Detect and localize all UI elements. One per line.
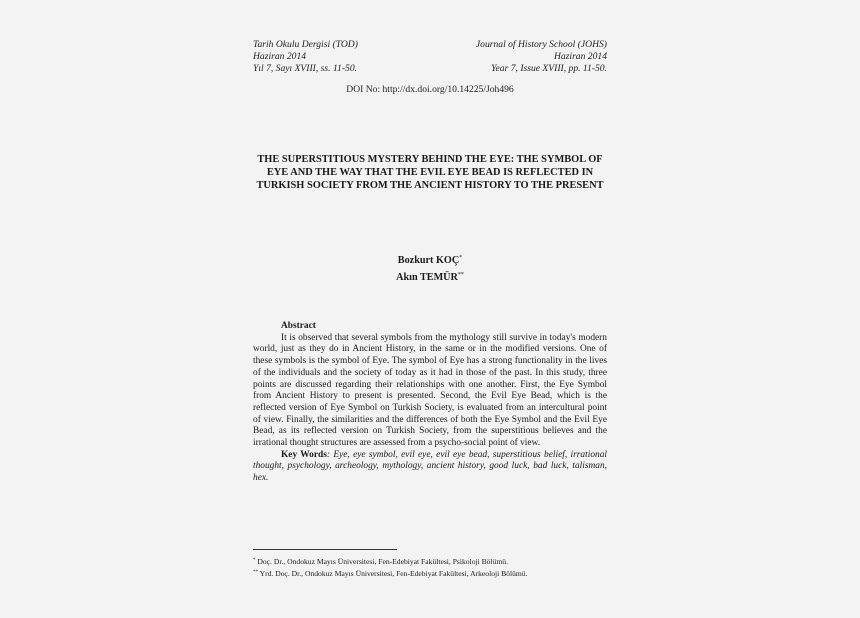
journal-header-left — [253, 39, 358, 75]
doi-line: DOI No: http://dx.doi.org/10.14225/Joh496 — [346, 84, 514, 95]
journal-name-tr: Tarih Okulu Dergisi (TOD) — [253, 39, 358, 50]
journal-header-right — [476, 39, 607, 75]
footnote-1-mark: * — [253, 558, 256, 563]
footnote-2-text: Yrd. Doç. Dr., Ondokuz Mayıs Üniversitesi, Fen-Edebiyat Fakültesi, Arkeoloji Bölümü. — [258, 568, 528, 578]
article-title: THE SUPERSTITIOUS MYSTERY BEHIND THE EYE: THE SYMBOL OF EYE AND THE WAY THAT THE EVIL EYE BEAD IS REFLECTED IN TURKISH SOCIETY FROM THE ANCIENT HISTORY TO THE PRESENT — [256, 154, 604, 192]
author-2-name: Akın TEMÜR — [396, 272, 458, 283]
keywords-list: : Eye, eye symbol, evil eye, evil eye bead, superstitious belief, irrational thought, psychology, archeology, mythology, ancient history, good luck, bad luck, talisman, hex. — [253, 449, 607, 484]
keywords-label: Key Words — [281, 449, 327, 460]
footnote-divider — [253, 549, 397, 550]
footnotes — [253, 556, 607, 579]
footnote-1 — [253, 556, 607, 568]
issue-date-en: Haziran 2014 — [553, 51, 607, 62]
abstract-body: It is observed that several symbols from the mythology still survive in today's modern world, just as they do in Ancient History, in the same or in the modified versions. One of these symbols is the symbol of Eye. The symbol of Eye has a strong functionality in the lives of the individuals and the society of today as it had in those of the past. In this study, three points are discussed regarding their relationships with one another. First, the Eye Symbol from Ancient History to present is presented. Second, the Evil Eye Bead, which is the reflected version of Eye Symbol on Turkish Society, is evaluated from an intercultural point of view. Finally, the similarities and the differences of both the Eye Symbol and the Evil Eye Bead, as its reflected version on Turkish Society, from the superstitious believes and the irrational thought structures are assessed from a psycho-social point of view. — [253, 332, 607, 449]
author-1 — [0, 251, 860, 268]
author-1-name: Bozkurt KOÇ — [397, 255, 460, 266]
journal-name-en: Journal of History School (JOHS) — [475, 39, 607, 50]
volume-info-tr: Yıl 7, Sayı XVIII, ss. 11-50. — [253, 63, 358, 74]
author-1-footnote-mark: * — [459, 255, 463, 261]
issue-date-tr: Haziran 2014 — [253, 51, 307, 62]
author-2-footnote-mark: ** — [457, 272, 464, 278]
abstract-heading: Abstract — [281, 321, 316, 331]
footnote-2 — [253, 568, 607, 580]
author-list — [0, 251, 860, 285]
volume-info-en: Year 7, Issue XVIII, pp. 11-50. — [491, 63, 607, 74]
footnote-1-text: Doç. Dr., Ondokuz Mayıs Üniversitesi, Fen-Edebiyat Fakültesi, Psikoloji Bölümü. — [255, 557, 508, 566]
abstract-section — [253, 321, 607, 485]
author-2 — [0, 268, 860, 285]
footnote-2-mark: ** — [253, 569, 258, 575]
keywords — [253, 450, 607, 485]
